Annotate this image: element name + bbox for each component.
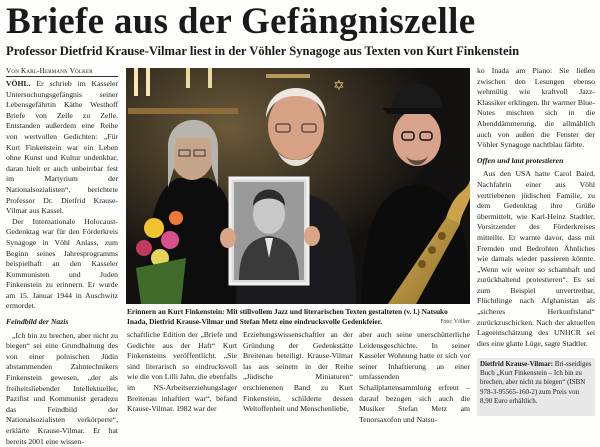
article-column-1: [6, 79, 118, 446]
byline: Von Karl-Hermann Völker: [6, 66, 118, 77]
article-column-5: [477, 66, 595, 356]
info-lead: Dietfrid Krause-Vilmar:: [480, 360, 554, 368]
paragraph: schaftliche Edition der „Briefe und Gedichte aus der Haft“ Kurt Finkensteins veröffentlicht. „Sie sind literarisch so eindrucksvoll wie die von Lilli Jahn, die ebenfalls im NS-Arbeitserziehungslager Breitenau inhaftiert war“, befand Krause-Vilmar. 1982 war der: [127, 330, 237, 414]
article-column-3: [243, 330, 353, 418]
article-column-4: [359, 330, 470, 424]
paragraph: „Ich bin zu brechen, aber nicht zu biegen“ sei eine Grundhaltung des von einer polnischen Jüdin abstammenden Zahntechnikers Finkenstein gewesen, „der als freiheitsliebender Intellektueller, Pazifist und Kommunist geradezu das Feindbild der Nationalsozialisten verkörperte“, erklärte Krause-Vilmar. Er hat bereits 2001 eine wissen-: [6, 330, 118, 446]
section-heading: Offen und laut protestieren: [477, 155, 564, 165]
paragraph: Er schrieb im Kasseler Untersuchungsgefängnis seiner Lebensgefährtin Käthe Westhoff Briefe von Zelle zu Zelle. Entstanden außerdem eine Reihe von wertvollen Gedichten: „Für Kurt Finkenstein war ein Leben ohne Kunst und Kultur undenkbar, daran hielt er auch unbeirrbar fest im Martyrium der Nationalsozialisten“, berichtete Professor Dr. Dietfrid Krause-Vilmar aus Kassel.: [6, 79, 118, 216]
photo-caption: Erinnern an Kurt Finkenstein: Mit stillvollem Jazz und literarischen Texten gestalteten (v. l.) Natsuko Inada, Dietfrid Krause-Vilmar und Stefan Metz eine eindrucksvolle Gedenkfeier.: [127, 307, 448, 326]
subheadline: Professor Dietfrid Krause-Vilmar liest in der Vöhler Synagoge aus Texten von Kurt Finkenstein: [6, 44, 520, 58]
article-column-2: [127, 330, 237, 418]
article-photo: [126, 68, 470, 304]
section-heading: Feindbild der Nazis: [6, 317, 69, 327]
paragraph: Der Internationale Holocaust-Gedenktag war für den Förderkreis Synagoge in Vöhl Anlass, zum Beginn seines Jahresprogramms beispielhaft an den Kasseler Kommunisten und Juden Finkenstein zu erinnern. Er wurde am 15. Januar 1944 in Auschwitz ermordet.: [6, 216, 118, 311]
book-info-box: [477, 358, 595, 416]
paragraph: Aus den USA hatte Carol Baird, Nachfahrin einer aus Vöhl vertriebenen jüdischen Familie, zu dem Gedenktag ihre Grüße übermittelt, wie Karl-Heinz Stadtler, Vorsitzender des Förderkreises mitteilte. Er warnte davor, dass mit Fremden und Bedrohten Ähnliches wie damals wieder passieren könnte. „Wenn wir weiter so schamhaft und zurückhaltend protestieren“. Es sei zum Beispiel unvertretbar, Flüchtlinge nach Afghanistan als „sicheres Herkunftsland“ zurückzuschicken. Nach der aktuellen Lageeinschätzung des UNHCR sei dies eine glatte Lüge, sagte Stadtler.: [477, 169, 595, 348]
photo-credit: Foto: Völker: [440, 319, 470, 325]
paragraph: aber auch seine unerschütterliche Leidensgeschichte. In seiner Kasseler Wohnung hatte er sich vor seiner Inhaftierung an einer umfassenden Schallplattensammlung erfreut – darauf bezogen sich auch die Musiker Stefan Metz am Tenorsaxofon und Natsu-: [359, 330, 470, 424]
svg-text:✡: ✡: [333, 78, 345, 94]
photo-illustration: [126, 68, 470, 304]
info-text: Bri-sseidiges Buch „Kurt Finkenstein – Ich bin zu brechen, aber nicht zu biegen“ (ISBN 978-3-95565-160-2) zum Preis von 8,90 Euro erhältlich.: [480, 360, 592, 405]
dateline: VÖHL.: [6, 79, 31, 88]
paragraph: ko Inada am Piano: Sie ließen zwischen den Lesungen ebenso wehmütig wie kraftvoll Jazz-Klassiker erklingen. Ihr warmer Blue-Notes mischten sich in die Abenddämmerung, die allmählich auch von außen die Fenster der Vöhler Synagoge nachtblau färbte.: [477, 66, 595, 150]
paragraph: Erziehungswissenschaftler an der Gründung der Gedenkstätte Breitenau beteiligt. Krause-Vilmar las aus seinem in der Reihe „Jüdische Miniaturen“ erschienenen Band zu Kurt Finkenstein, schilderte dessen Weltoffenheit und Menschenliebe,: [243, 330, 353, 414]
headline: Briefe aus der Gefängniszelle: [6, 1, 476, 42]
